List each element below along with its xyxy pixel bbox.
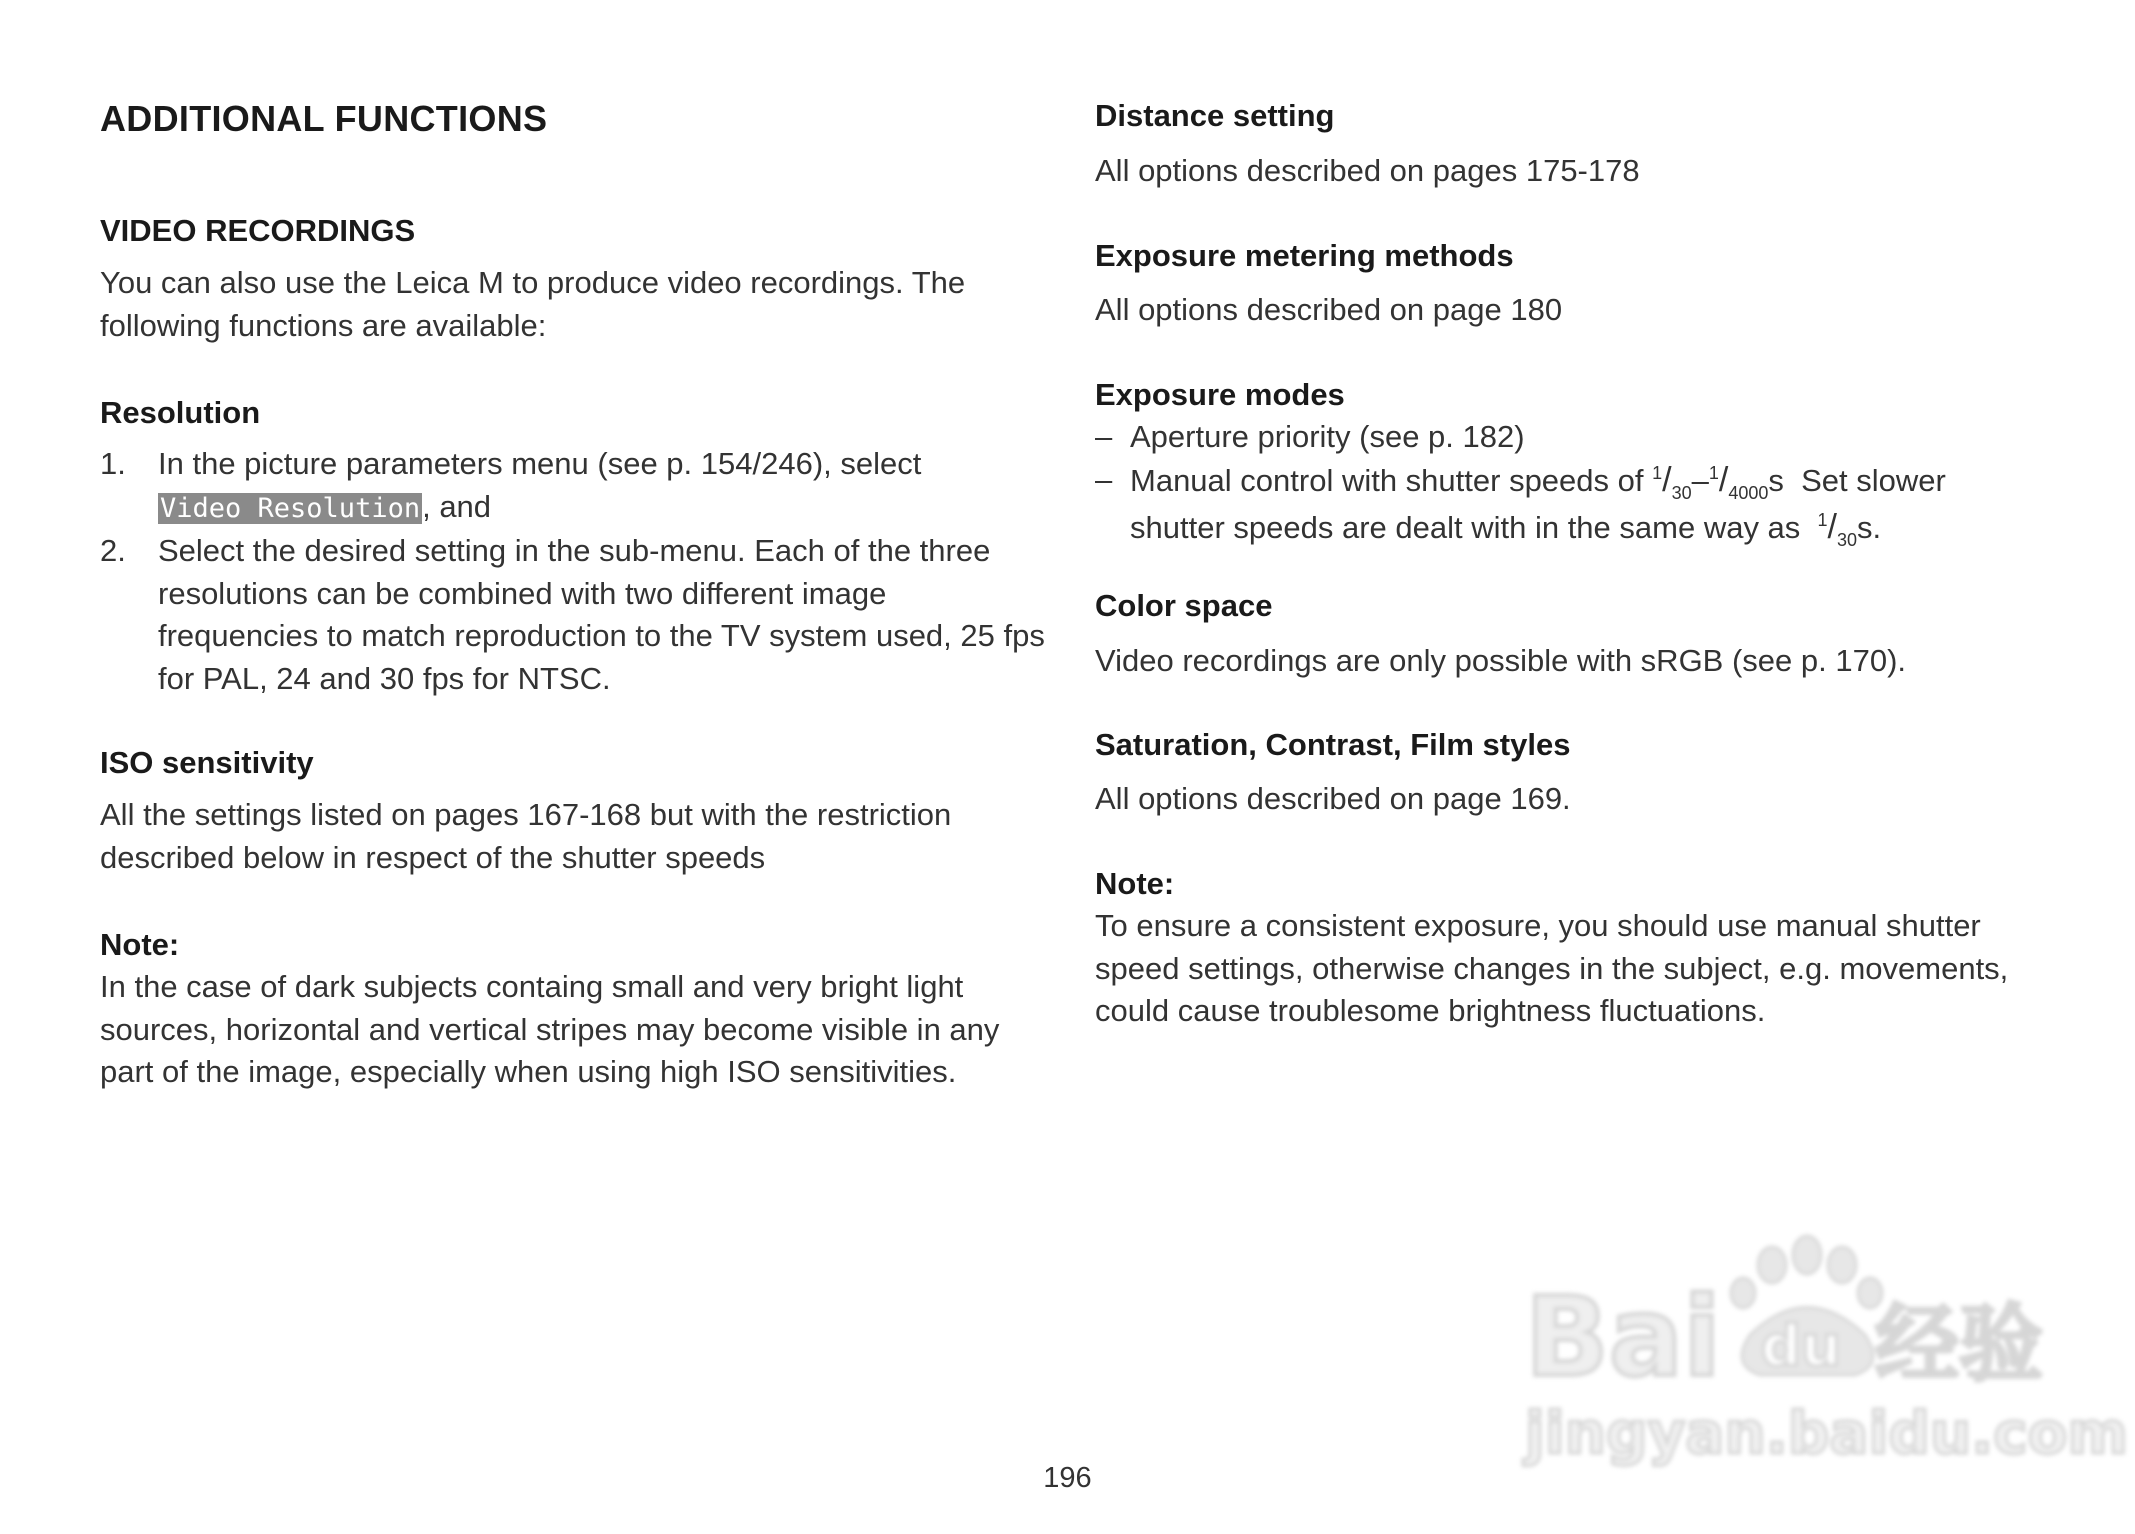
fraction-numerator: 1	[1817, 510, 1828, 530]
intro-line: following functions are available:	[100, 307, 547, 343]
mode-text: shutter speeds are dealt with in the same way as	[1130, 510, 1818, 545]
fraction-slash: /	[1662, 460, 1672, 499]
iso-heading: ISO sensitivity	[100, 745, 314, 780]
exposure-modes-heading: Exposure modes	[1095, 377, 1345, 412]
fraction-numerator: 1	[1652, 462, 1663, 483]
mode-text: Set slower	[1783, 462, 1946, 498]
resolution-heading: Resolution	[100, 395, 261, 430]
svg-text:jingyan.baidu.com: jingyan.baidu.com	[1525, 1399, 2128, 1467]
fraction-slash: /	[1827, 508, 1837, 546]
step-number: 2.	[100, 533, 126, 568]
range-dash: –	[1691, 462, 1709, 498]
step-text: frequencies to match reproduction to the TV system used, 25 fps	[158, 618, 1045, 653]
step-number: 1.	[100, 446, 126, 481]
note-line: part of the image, especially when using high ISO sensitivities.	[100, 1054, 957, 1089]
distance-heading: Distance setting	[1095, 98, 1335, 133]
note-text	[100, 966, 1060, 1094]
fraction-slash: /	[1718, 460, 1729, 499]
note-line: sources, horizontal and vertical stripes may become visible in any	[100, 1011, 1000, 1047]
mode-text: Aperture priority (see p. 182)	[1130, 419, 1525, 454]
resolution-steps	[100, 443, 1060, 700]
step-text: resolutions can be combined with two different image	[158, 575, 887, 611]
mode-text: Manual control with shutter speeds of	[1130, 462, 1653, 498]
fraction-numerator: 1	[1708, 462, 1719, 483]
dash: –	[1095, 419, 1113, 454]
note-heading: Note:	[1095, 866, 1175, 901]
svg-text:经验: 经验	[1875, 1295, 2044, 1393]
iso-line: All the settings listed on pages 167-168 but with the restriction	[100, 797, 952, 832]
list-item	[100, 443, 1060, 530]
saturation-heading: Saturation, Contrast, Film styles	[1095, 727, 1571, 762]
baidu-watermark-logo	[1525, 1225, 2128, 1475]
list-item	[100, 530, 1060, 700]
step-text: , and	[422, 488, 492, 524]
metering-text: All options described on page 180	[1095, 292, 1563, 327]
step-text: Select the desired setting in the sub-menu. Each of the three	[158, 533, 991, 568]
unit: s	[1768, 462, 1784, 498]
mode-text: s.	[1857, 510, 1882, 545]
step-text: In the picture parameters menu (see p. 154/246), select	[158, 446, 922, 481]
saturation-text: All options described on page 169.	[1095, 781, 1571, 816]
metering-heading: Exposure metering methods	[1095, 238, 1514, 273]
iso-text	[100, 794, 1060, 879]
list-item	[1095, 416, 2055, 459]
note-line: In the case of dark subjects containg small and very bright light	[100, 969, 964, 1004]
color-space-text: Video recordings are only possible with sRGB (see p. 170).	[1095, 643, 1907, 678]
fraction-denominator: 30	[1671, 482, 1692, 503]
list-item	[1095, 459, 2055, 554]
distance-text: All options described on pages 175-178	[1095, 153, 1640, 188]
video-resolution-menu-term: Video Resolution	[160, 492, 421, 524]
svg-text:Bai: Bai	[1525, 1273, 1721, 1401]
note-heading: Note:	[100, 927, 180, 962]
note-line: could cause troublesome brightness fluctuations.	[1095, 993, 1766, 1028]
intro-line: You can also use the Leica M to produce video recordings. The	[100, 265, 966, 300]
dash: –	[1095, 461, 1113, 497]
page-title: ADDITIONAL FUNCTIONS	[100, 98, 548, 139]
page-number: 196	[1043, 1462, 1092, 1494]
fraction-denominator: 4000	[1728, 482, 1769, 503]
fraction-denominator: 30	[1837, 530, 1858, 550]
video-intro	[100, 262, 1060, 347]
svg-text:du: du	[1761, 1314, 1841, 1379]
exposure-modes-list	[1095, 416, 2055, 554]
iso-line: described below in respect of the shutter speeds	[100, 839, 766, 875]
note-line: speed settings, otherwise changes in the subject, e.g. movements,	[1095, 950, 2009, 986]
step-text: for PAL, 24 and 30 fps for NTSC.	[158, 660, 611, 696]
note-text	[1095, 905, 2055, 1033]
video-recordings-heading: VIDEO RECORDINGS	[100, 213, 416, 248]
color-space-heading: Color space	[1095, 588, 1273, 623]
note-line: To ensure a consistent exposure, you should use manual shutter	[1095, 908, 1981, 943]
